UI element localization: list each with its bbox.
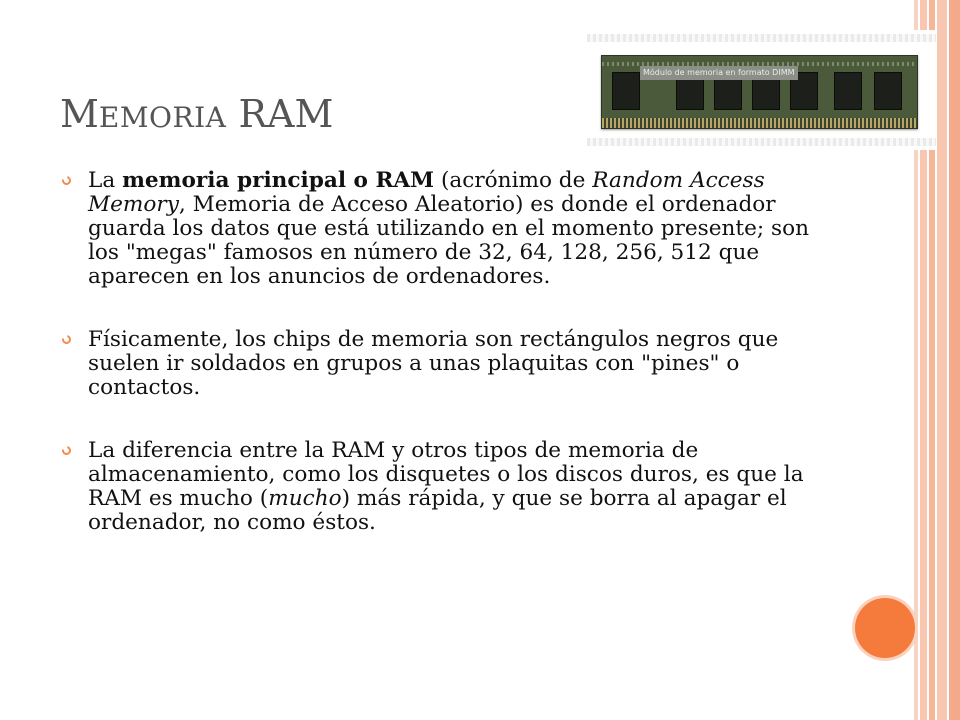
bullet-text: , Memoria de Acceso Aleatorio) es donde el ordenador guarda los datos que está utilizando en el momento presente; son los "megas" famosos en número de 32, 64, 128, 256, 512 que aparecen en los anuncios de ordenadores. <box>88 192 810 289</box>
bullet-icon <box>60 174 72 186</box>
decorative-stripe <box>937 0 947 720</box>
bullet-bold-text: memoria principal o RAM <box>122 168 435 193</box>
ram-pins <box>602 118 917 128</box>
bullet-item <box>60 439 820 535</box>
bullet-list <box>60 169 820 535</box>
title-suffix: RAM <box>226 92 334 136</box>
memory-chip <box>834 72 862 110</box>
ram-board <box>601 55 918 129</box>
bullet-italic-text: mucho <box>268 486 342 511</box>
title-initial: M <box>60 92 99 136</box>
image-background-pattern <box>587 34 936 42</box>
bullet-text: La diferencia entre la RAM y otros tipos de memoria de almacenamiento, como los disquetes o los discos duros, es que la RAM es mucho ( <box>88 438 804 511</box>
bullet-item <box>60 328 820 400</box>
bullet-text: (acrónimo de <box>434 168 593 193</box>
bullet-icon <box>60 444 72 456</box>
title-rest: EMORIA <box>98 101 227 134</box>
memory-chip <box>874 72 902 110</box>
ram-module-image <box>587 30 936 150</box>
bullet-text: La <box>88 168 123 193</box>
image-caption: Módulo de memoria en formato DIMM <box>640 66 798 80</box>
slide-title <box>60 92 333 140</box>
bullet-icon <box>60 333 72 345</box>
image-background-pattern <box>587 138 936 146</box>
orange-circle-decoration <box>855 598 915 658</box>
decorative-stripe <box>949 0 960 720</box>
bullet-text: Físicamente, los chips de memoria son rectángulos negros que suelen ir soldados en grupos a unas plaquitas con "pines" o contactos. <box>88 327 779 400</box>
bullet-item <box>60 169 820 289</box>
bullet-italic-text: Random Access Memory <box>88 168 765 217</box>
memory-chip <box>612 72 640 110</box>
bullet-text: ) más rápida, y que se borra al apagar el ordenador, no como éstos. <box>88 486 787 535</box>
